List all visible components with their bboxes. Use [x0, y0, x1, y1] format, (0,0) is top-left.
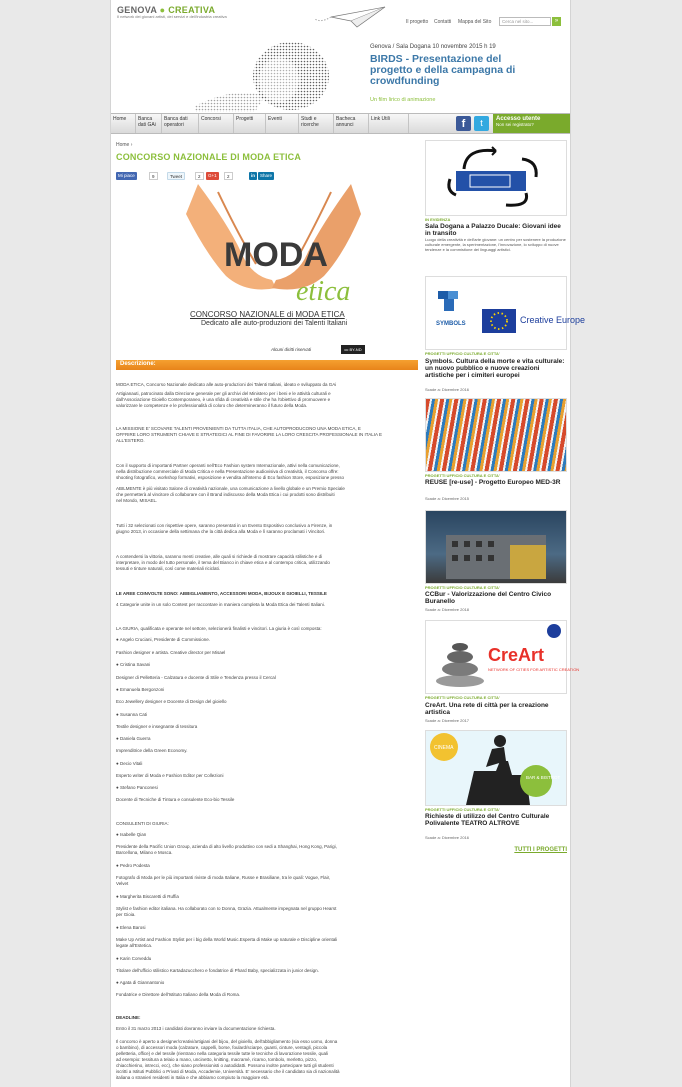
logo-tagline: Il network dei giovani artisti, dei servizi e dell'industria creativa: [117, 14, 227, 19]
sidebar-card-title[interactable]: CCBur - Valorizzazione del Centro Civico Buranello: [425, 591, 552, 605]
sidebar-card-title[interactable]: REUSE [re-use] - Progetto Europeo MED-3R: [425, 479, 561, 486]
sidebar-card-desc: Luogo della creatività e dell'arte giovane: un centro per sostenere la produzione culturale emergente, la sperimentazione, l'innovazione, lo sviluppo di nuove tendenze e la commistione dei linguaggi artistici.: [425, 237, 566, 252]
sidebar-card-category: PROGETTI UFFICIO CULTURA E CITTA': [425, 473, 500, 478]
nav-link-utili[interactable]: Link Utili: [369, 114, 409, 133]
body-text-line: interpretare, in modo del tutto personale, il tema del Bianco in chiave etica e al contempo critica, utilizzando: [116, 560, 330, 565]
google-plus-count: 2: [224, 172, 233, 180]
sidebar-card-category: IN EVIDENZA: [425, 217, 451, 222]
body-text-line: Fondatrice e Direttore dell'Istituto Italiano della Moda di Roma.: [116, 992, 241, 997]
body-text-line: DEADLINE:: [116, 1015, 141, 1020]
body-text-line: Il concorso è aperto a designer/creativi/artigiani del bijou, del gioiello, dell'abbigliamento (sia esso uomo, donna: [116, 1039, 338, 1044]
body-text-line: nel Mondo, MISAEL.: [116, 498, 158, 503]
body-text-line: o bambino), di accessori moda (calzature, cappelli, borse, foulard/sciarpe, guanti, cinture, ventagli, piccola: [116, 1045, 328, 1050]
body-text-line: valorizzare le competenze e le professionalità di coloro che determineranno il futuro della Moda.: [116, 403, 308, 408]
creative-commons-badge[interactable]: cc BY-ND: [341, 345, 365, 354]
body-text-line: ● Pedro Podesta: [116, 863, 150, 868]
body-text-line: 4 Categorie unite in un solo Contest per raccontare in maniera completa la Moda Etica dei Talenti Italiani.: [116, 602, 326, 607]
sidebar-card-title[interactable]: Symbols. Cultura della morte e vita culturale: un nuovo pubblico e nuove creazioni artistiche per i cimiteri europei: [425, 358, 565, 379]
sidebar-card-title[interactable]: CreArt. Una rete di città per la creazione artistica: [425, 702, 549, 716]
twitter-icon[interactable]: t: [474, 116, 489, 131]
body-text-line: Fotografo di Moda per le più importanti riviste di moda Italiane, Russe e Brasiliane, tra le quali: Vogue, Flair,: [116, 875, 331, 880]
body-text-line: per Gioia.: [116, 912, 136, 917]
sidebar-card-category: PROGETTI UFFICIO CULTURA E CITTA': [425, 585, 500, 590]
etica-logo-text: etica: [296, 276, 351, 307]
body-text-line: Esperto writer di Moda e Fashion Editor per Collezioni: [116, 773, 224, 778]
body-text-line: ● Daniela Guerra: [116, 736, 151, 741]
body-text-line: LA GIURIA, qualificata e operante nel settore, selezionerà finalisti e vincitori. La giuria è così composta:: [116, 626, 322, 631]
body-text-line: Velvet: [116, 881, 129, 886]
body-text-line: ● Isabelle Qian: [116, 832, 147, 837]
body-text-line: Barcellona, Milano e Mosca.: [116, 850, 173, 855]
creart-title-text: CreArt: [488, 645, 545, 665]
tweet-button[interactable]: Tweet: [167, 172, 185, 180]
body-text-line: ● Karin Corveddu: [116, 956, 152, 961]
nav-progetti[interactable]: Progetti: [234, 114, 266, 133]
all-projects-link[interactable]: TUTTI I PROGETTI: [514, 847, 567, 853]
symbols-text: SYMBOLS: [436, 321, 466, 327]
body-text-line: ● Susanna Cati: [116, 712, 147, 717]
nav-banca-dati-gai[interactable]: Banca dati GAi: [136, 114, 162, 133]
nav-concorsi[interactable]: Concorsi: [199, 114, 234, 133]
body-text-line: ● Emanuela Bergonzoni: [116, 687, 165, 692]
sidebar-card-image-ccbur[interactable]: [425, 510, 567, 584]
body-text-line: LA MISSIONE E' SCOVARE TALENTI PROVENIENTI DA TUTTA ITALIA, CHE AUTOPRODUCONO UNA MODA ETICA, E: [116, 426, 361, 431]
sidebar-card-date: Scade a: Dicembre 2017: [425, 718, 470, 723]
body-text-line: nella distribuzione commerciale di Moda Critica e nella Presentazione audiovisiva di creatività, il Concorso offre:: [116, 469, 339, 474]
paper-plane-icon: [329, 3, 389, 29]
nav-eventi[interactable]: Eventi: [266, 114, 299, 133]
moda-logo-text: MODA: [224, 236, 328, 274]
page-title: CONCORSO NAZIONALE DI MODA ETICA: [116, 152, 302, 162]
body-text-line: ● Agata di Giannantonio: [116, 980, 165, 985]
linkedin-share-button[interactable]: Share: [260, 173, 273, 178]
creart-sub-text: NETWORK OF CITIES FOR ARTISTIC CREATION: [488, 667, 580, 672]
bar-bistrot-text: BAR & BISTROT: [526, 775, 561, 780]
logo-text-genova: GENOVA: [117, 5, 157, 15]
google-plus-button[interactable]: G+1: [208, 173, 217, 178]
body-text-line: Designer di Pelletteria - Calzatura e docente di Stile e Tendenza presso il Cercal: [116, 675, 276, 680]
body-text-line: Docente di Tecniche di Tintura e consulente Eco-bio Tessile: [116, 797, 235, 802]
building-photo: [426, 511, 566, 583]
moda-etica-banner: [146, 184, 401, 358]
linkedin-icon[interactable]: in: [251, 173, 255, 178]
body-text-line: Entro il 31 marzo 2013 i candidati dovranno inviare la documentazione richiesta.: [116, 1026, 276, 1031]
body-text-line: ● Cristina Savani: [116, 662, 151, 667]
body-text-line: che permetterà al vincitore di collaborare con il Brand indiscusso della Moda Etica i cui prodotti sono distribuiti: [116, 492, 335, 497]
transit-logo-icon: [426, 141, 566, 215]
user-access-button[interactable]: [493, 114, 570, 133]
sidebar-card-date: Scade a: Dicembre 2015: [425, 496, 470, 501]
symbols-creative-europe-logos: [426, 277, 586, 349]
body-text-line: Imprenditrice della Green Economy.: [116, 748, 188, 753]
nav-studi-ricerche[interactable]: Studi e ricerche: [299, 114, 334, 133]
bremen-animals-illustration: [426, 731, 566, 805]
body-text-line: ● Angelo Cruciani, Presidente di Commissione.: [116, 637, 211, 642]
body-text-line: Artigianauti, patrocinato dalla Direzione generale per gli archivi del Ministero per i beni e le attività culturali e: [116, 391, 331, 396]
sidebar-card-image-creart[interactable]: [425, 620, 580, 694]
body-text-line: pelletteria, office) e del tessile (rientrano nella categoria tessile tutte le tecniche di lavorazione tessile, quali: [116, 1051, 329, 1056]
sidebar-card-image-sala-dogana[interactable]: [425, 140, 567, 216]
body-text-line: shooting fotografico, workshop formativi, esposizione e vendita all'interno di Eco fashion Store, esposizione presso: [116, 475, 344, 480]
banner-subtitle: Dedicato alle auto-produzioni dei Talenti Italiani: [201, 320, 348, 327]
body-text-line: Eco Jewellery designer e Docente di Design del gioiello: [116, 699, 227, 704]
rights-text: Alcuni diritti riservati: [271, 347, 312, 352]
breadcrumb[interactable]: Home ›: [116, 142, 133, 148]
sidebar-card-date: Scade a: Dicembre 2016: [425, 387, 470, 392]
body-text-line: Textile designer e insegnante di tessitura: [116, 724, 198, 729]
body-text-line: LE AREE COINVOLTE SONO: ABBIGLIAMENTO, ACCESSORI MODA, BIJOUX E GIOIELLI, TESSILE: [116, 591, 327, 596]
body-text-line: tessuti e tinture naturali, così come materiali riciclati.: [116, 566, 221, 571]
face-illustration: [195, 36, 335, 112]
body-text-line: ● Margherita Biscaretti di Ruffia: [116, 894, 179, 899]
body-text-line: ad esempio: tessitura a telaio a mano, uncinetto, knitting, macramè, ricamo, tombolo, merletto, pizzo,: [116, 1057, 318, 1062]
body-text-line: chiacchierino, intrecci, ecc), che siano professionisti o autodidatti. Possono inoltre partecipare tutti gli studenti: [116, 1063, 334, 1068]
tweet-count: 2: [195, 172, 204, 180]
logo-text-creativa: CREATIVA: [168, 5, 216, 15]
sidebar-card-image-altrove[interactable]: [425, 730, 567, 806]
sidebar-card-category: PROGETTI UFFICIO CULTURA E CITTA': [425, 695, 500, 700]
body-text-line: italiana o stranieri residenti in Italia e che abbiamo compiuto la maggiore età.: [116, 1075, 269, 1080]
promo-date: Genova / Sala Dogana 10 novembre 2015 h 19: [370, 44, 496, 50]
body-text-line: ABILMENTE è più visitato Salone di creatività nazionale, una comunicazione a livello globale e un Premio Speciale: [116, 486, 345, 491]
sidebar-card-date: Scade a: Dicembre 2016: [425, 835, 470, 840]
body-text-line: Tutti i 32 selezionati con rispettive opere, saranno presentati in un Evento Espositivo conclusivo a Firenze, in: [116, 523, 333, 528]
search-button[interactable]: »: [552, 17, 561, 26]
body-text-line: ● Decio Vitali: [116, 761, 143, 766]
body-text-line: dall'Associazione Gioiello Contemporaneo, è una sfida di creatività e stile che ha l'obiettivo di promuovere e: [116, 397, 331, 402]
sidebar-card-title[interactable]: Sala Dogana a Palazzo Ducale: Giovani idee in transito: [425, 223, 561, 237]
body-text-line: giugno 2013, in occasione della settimana che la città dedica alla Moda e lì saranno proclamati i Vincitori.: [116, 529, 326, 534]
link-mappa-sito[interactable]: Mappa del Sito: [458, 19, 492, 25]
creative-europe-text: Creative Europe: [520, 315, 586, 325]
body-text-line: OFFRIRE LORO STRUMENTI CHIAVE E STRATEGICI AL FINE DI FAVORIRE LA LORO CRESCITA PROFESSIONALE IN ITALIA E: [116, 432, 382, 437]
hands-illustration: [146, 184, 401, 308]
sidebar-card-image-reuse[interactable]: [425, 398, 567, 472]
access-register-link[interactable]: Non sei registrato?: [496, 122, 534, 127]
body-text-line: Presidente della Pacific Union Group, azienda di alto livello produttivo con sedi a Shanghai, Hong Kong, Parigi,: [116, 844, 337, 849]
link-il-progetto[interactable]: Il progetto: [406, 19, 429, 25]
nav-banca-dati-operatori[interactable]: Banca dati operatori: [162, 114, 199, 133]
nav-home[interactable]: Home: [111, 114, 136, 133]
body-text-line: Titolare dell'ufficio stilistico Kartadazucchero e fondatrice di Phard Baby, specializzata in junior design.: [116, 968, 319, 973]
banner-title: CONCORSO NAZIONALE di MODA ETICA: [190, 310, 345, 319]
body-text-line: Make Up Artist and Fashion Stylist per i big della World Music.Esperta di Make up naturale e Discipline orientali: [116, 937, 338, 942]
access-title: Accesso utente: [496, 116, 541, 122]
page: [110, 0, 586, 1087]
facebook-like-count: 9: [149, 172, 158, 180]
promo-title[interactable]: BIRDS - Presentazione del progetto e della campagna di crowdfunding: [370, 53, 516, 87]
nav-bacheca-annunci[interactable]: Bacheca annunci: [334, 114, 369, 133]
body-text-line: Fashion designer e artista. Creative director per Misael: [116, 650, 226, 655]
creart-logo: [426, 621, 580, 693]
promo-banner[interactable]: [367, 42, 547, 106]
promo-subtitle: Un film lirico di animazione: [370, 97, 436, 103]
sidebar-card-image-symbols[interactable]: [425, 276, 586, 350]
search-input[interactable]: Cerca nel sito...: [499, 17, 551, 26]
cinema-text: CINEMA: [434, 745, 454, 751]
logo-dot-icon: ●: [159, 5, 166, 15]
body-text-line: ● Stefano Panconesi: [116, 785, 158, 790]
facebook-icon[interactable]: f: [456, 116, 471, 131]
facebook-like-button[interactable]: Mi piace: [118, 173, 135, 178]
main-nav: [111, 113, 570, 134]
body-text-line: A contendersi la vittoria, saranno menti creative, alle quali si richiede di mostrare capacità stilistiche e di: [116, 554, 323, 559]
description-heading: Descrizione:: [116, 360, 418, 370]
body-text-line: Stylist e fashion editor italiana. Ha collaborato con Io Donna, Grazia. Attualmente impegnata nel gruppo Hearst: [116, 906, 337, 911]
sidebar-card-date: Scade a: Dicembre 2018: [425, 607, 470, 612]
sidebar-card-title[interactable]: Richieste di utilizzo del Centro Culturale Polivalente TEATRO ALTROVE: [425, 813, 550, 827]
link-contatti[interactable]: Contatti: [434, 19, 452, 25]
body-text-line: ● Elena Barosi: [116, 925, 146, 930]
body-text-line: iscritti a Istituti Pubblici o Privati di Moda, Accademie, Università. E' necessario che il candidato sia di nazionalità: [116, 1069, 340, 1074]
body-text-line: Con il supporto di importanti Partner operanti nell'Eco Fashion system Internazionale, attivi nella comunicazione,: [116, 463, 340, 468]
sidebar-card-category: PROGETTI UFFICIO CULTURA E CITTA': [425, 807, 500, 812]
body-text-line: CONSULENTI DI GIURIA:: [116, 821, 169, 826]
body-text-line: legate all'Estetica.: [116, 943, 153, 948]
body-text-line: MODA ETICA, Concorso Nazionale dedicato alle auto-produzioni dei Talenti Italiani, ideato e sviluppato da GAi: [116, 382, 337, 387]
sidebar-card-category: PROGETTI UFFICIO CULTURA E CITTA': [425, 351, 500, 356]
body-text-line: ALL'ESTERO.: [116, 438, 145, 443]
